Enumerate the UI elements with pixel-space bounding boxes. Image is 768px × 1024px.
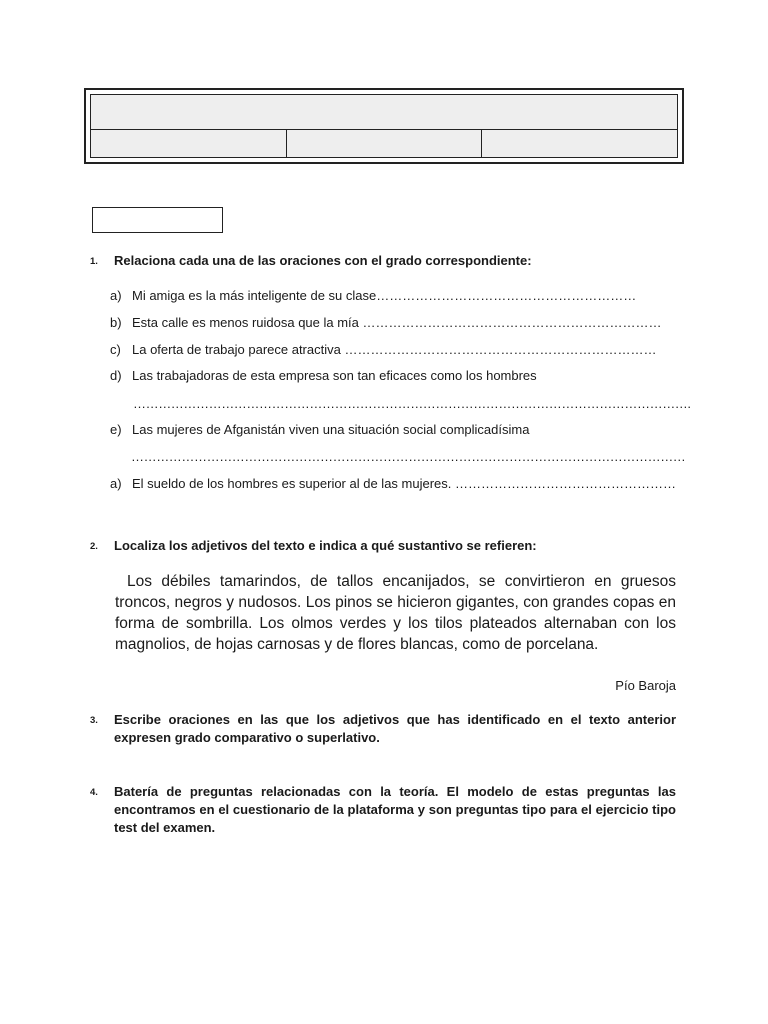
item-letter: c) — [110, 342, 121, 357]
item-text: Esta calle es menos ruidosa que la mía …………………………………………………………… — [132, 315, 662, 330]
item-letter: a) — [110, 288, 122, 303]
question-text: Escribe oraciones en las que los adjetivos que has identificado en el texto anterior expresen grado comparativo o superlativo. — [114, 712, 676, 745]
item-text: Las mujeres de Afganistán viven una situación social complicadísima — [132, 422, 530, 437]
question-text: Localiza los adjetivos del texto e indica a qué sustantivo se refieren: — [114, 538, 537, 553]
question-text: Relaciona cada una de las oraciones con el grado correspondiente: — [114, 253, 532, 268]
question-3 — [90, 711, 676, 747]
question-number: 3. — [90, 715, 98, 726]
question-number: 4. — [90, 787, 98, 798]
item-letter: e) — [110, 422, 122, 437]
question-text: Batería de preguntas relacionadas con la teoría. El modelo de estas preguntas las encontramos en el cuestionario de la plataforma y son preguntas tipo para el ejercicio tipo test del examen. — [114, 784, 676, 835]
answer-line: …………………………………………………………………………………………………………………… — [131, 449, 686, 464]
answer-line: ……………………………………………………………………………………………………………………. — [133, 396, 691, 411]
list-item — [110, 341, 656, 359]
question-number: 1. — [90, 256, 98, 267]
list-item — [110, 314, 662, 332]
item-letter: d) — [110, 368, 122, 383]
header-info-row — [91, 130, 677, 157]
list-item — [110, 287, 636, 305]
header-table-inner — [90, 94, 678, 158]
header-title-cell — [91, 95, 677, 130]
header-cell-1 — [91, 130, 286, 157]
question-number: 2. — [90, 541, 98, 552]
item-text: Las trabajadoras de esta empresa son tan eficaces como los hombres — [132, 368, 537, 383]
item-letter: b) — [110, 315, 122, 330]
header-cell-2 — [286, 130, 482, 157]
name-box — [92, 207, 223, 233]
item-letter: a) — [110, 476, 122, 491]
item-text: Mi amiga es la más inteligente de su clase…………………………………………………… — [132, 288, 637, 303]
question-1 — [90, 252, 676, 270]
list-item — [110, 421, 529, 439]
reading-passage: Los débiles tamarindos, de tallos encanijados, se convirtieron en gruesos troncos, negros y nudosos. Los pinos se hicieron gigantes, con grandes copas en forma de sombrilla. Los olmos verdes y los tilos plateados alternaban con los magnolios, de hojas carnosas y de flores blancas, como de porcelana. — [115, 573, 676, 653]
passage-author: Pío Baroja — [615, 678, 676, 693]
list-item — [110, 475, 676, 493]
list-item — [110, 367, 537, 385]
item-text: El sueldo de los hombres es superior al de las mujeres. …………………………………………… — [132, 476, 676, 491]
header-table — [84, 88, 684, 164]
item-text: La oferta de trabajo parece atractiva ……………………………………………………………… — [132, 342, 657, 357]
header-cell-3 — [481, 130, 677, 157]
question-2 — [90, 537, 676, 555]
question-4 — [90, 783, 676, 837]
